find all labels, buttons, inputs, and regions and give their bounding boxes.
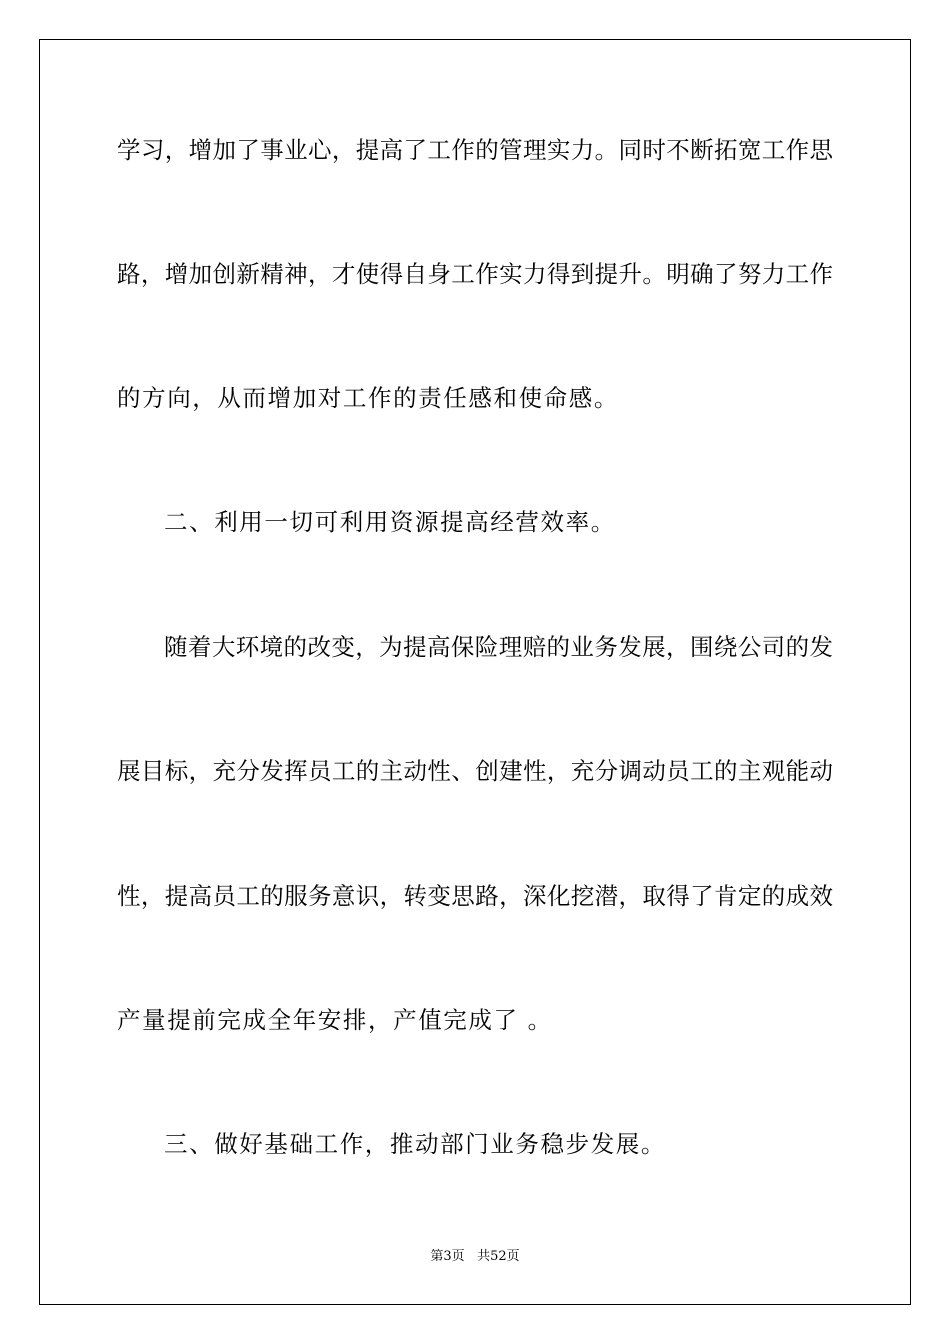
page-frame [39,39,911,1305]
section-heading-2: 二、利用一切可利用资源提高经营效率。 [164,508,616,536]
body-line-3: 的方向，从而增加对工作的责任感和使命感。 [117,384,619,412]
body-line-5: 随着大环境的改变，为提高保险理赔的业务发展，围绕公司的发 [164,633,833,661]
page-footer [0,1248,950,1266]
body-line-6: 展目标，充分发挥员工的主动性、创建性，充分调动员工的主观能动 [117,757,833,785]
body-line-1: 学习，增加了事业心，提高了工作的管理实力。同时不断拓宽工作思 [117,136,833,164]
body-line-8: 产量提前完成全年安排，产值完成了 。 [117,1006,553,1034]
page-total: 共52页 [477,1249,520,1264]
page-number: 第3页 [430,1249,465,1264]
body-line-2: 路，增加创新精神，才使得自身工作实力得到提升。明确了努力工作 [117,260,833,288]
body-line-7: 性，提高员工的服务意识，转变思路，深化挖潜，取得了肯定的成效 [117,882,833,910]
section-heading-3: 三、做好基础工作，推动部门业务稳步发展。 [164,1130,666,1158]
